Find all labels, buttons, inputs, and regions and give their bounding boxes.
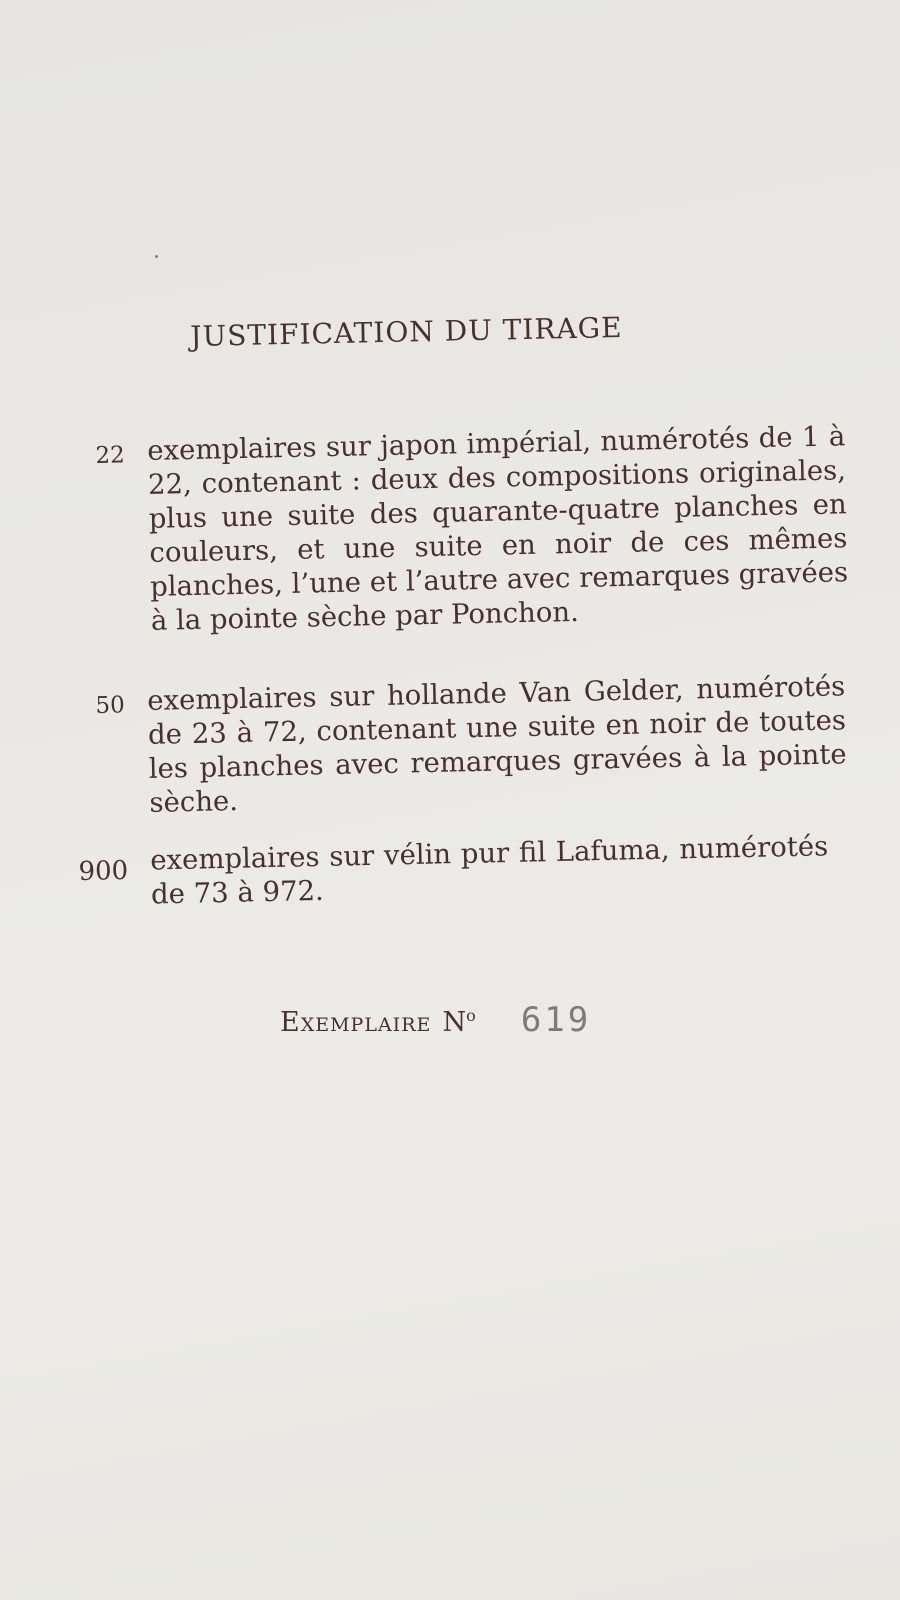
edition-description: exemplaires sur hollande Van Gelder, numérotés de 23 à 72, contenant une suite en noir de toutes les planches avec remarques gravées à la pointe sèche. <box>147 670 847 819</box>
edition-entry <box>95 669 848 821</box>
copy-label: Exemplaire <box>280 1007 432 1038</box>
number-sign-letter: N <box>442 1007 467 1038</box>
paper-speck <box>155 255 158 258</box>
number-sign <box>442 1007 475 1038</box>
edition-count: 900 <box>78 855 129 887</box>
page-title: JUSTIFICATION DU TIRAGE <box>190 310 623 353</box>
edition-count: 22 <box>95 442 125 469</box>
stamped-copy-number: 619 <box>520 1000 592 1040</box>
edition-entry <box>78 829 829 913</box>
edition-count: 50 <box>95 692 125 719</box>
edition-description: exemplaires sur vélin pur fil Lafuma, numérotés de 73 à 972. <box>150 830 829 911</box>
copy-number-line <box>280 1000 591 1040</box>
edition-entry <box>95 419 849 639</box>
edition-description: exemplaires sur japon impérial, numérotés de 1 à 22, contenant : deux des compositions originales, plus une suite des quarante-quatre planches en couleurs, et une suite en noir de ces mêmes planches, l’une et l’autre avec remarques gravées à la pointe sèche par Ponchon. <box>147 420 849 637</box>
number-sign-superscript: o <box>466 1006 476 1025</box>
